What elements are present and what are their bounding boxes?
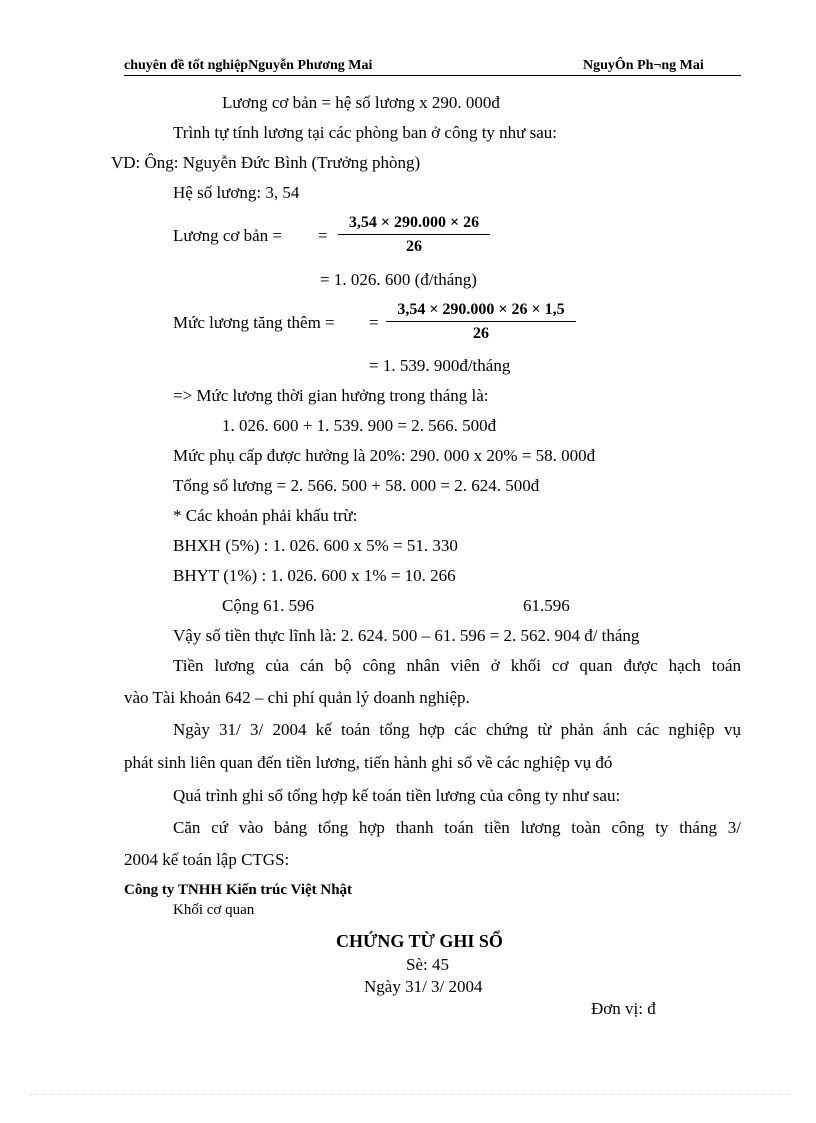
basic-salary-label: Lương cơ bản = — [173, 226, 283, 245]
line-total-salary: Tổng số lương = 2. 566. 500 + 58. 000 = 2. 624. 500đ — [173, 476, 540, 495]
fraction-extra-salary — [386, 301, 576, 343]
fraction-extra-salary-denominator: 26 — [473, 325, 489, 342]
line-allowance: Mức phụ cấp được hưởng là 20%: 290. 000 x 20% = 58. 000đ — [173, 446, 596, 465]
line-time-salary-sum: 1. 026. 600 + 1. 539. 900 = 2. 566. 500đ — [222, 416, 497, 435]
fraction-extra-salary-numerator: 3,54 × 290.000 × 26 × 1,5 — [386, 301, 576, 322]
paragraph-process: Quá trình ghi sổ tổng hợp kế toán tiền lương của công ty như sau: — [173, 786, 621, 805]
paragraph-basis-line2: 2004 kế toán lập CTGS: — [124, 850, 290, 869]
line-coefficient: Hệ số lương: 3, 54 — [173, 183, 300, 202]
header-right: NguyÔn Ph¬ng Mai — [583, 58, 704, 73]
extra-salary-label: Mức lương tăng thêm = — [173, 313, 335, 332]
extra-salary-equals: = — [369, 313, 379, 332]
voucher-unit: Đơn vị: đ — [591, 999, 656, 1018]
voucher-number: Sè: 45 — [406, 955, 449, 974]
company-name: Công ty TNHH Kiến trúc Việt Nhật — [124, 882, 353, 898]
line-extra-salary-result: = 1. 539. 900đ/tháng — [369, 356, 511, 375]
page-bottom-dotted-line — [30, 1094, 790, 1095]
company-department: Khối cơ quan — [173, 902, 255, 918]
fraction-basic-salary — [338, 214, 490, 256]
line-procedure: Trình tự tính lương tại các phòng ban ở công ty như sau: — [173, 123, 558, 142]
line-basic-salary-result: = 1. 026. 600 (đ/tháng) — [320, 270, 477, 289]
paragraph-summary-line2: phát sinh liên quan đến tiền lương, tiến hành ghi sổ về các nghiệp vụ đó — [124, 753, 613, 772]
basic-salary-equals: = — [318, 226, 328, 245]
line-deduction-total-label: Cộng 61. 596 — [222, 596, 315, 615]
line-deduction-total-value: 61.596 — [523, 596, 570, 615]
line-deductions-heading: * Các khoản phải khấu trừ: — [173, 506, 358, 525]
paragraph-summary-line1: Ngày 31/ 3/ 2004 kế toán tổng hợp các chứng từ phản ánh các nghiệp vụ — [173, 720, 741, 739]
line-time-salary: => Mức lương thời gian hưởng trong tháng là: — [173, 386, 489, 405]
line-example: VD: Ông: Nguyễn Đức Bình (Trưởng phòng) — [111, 153, 421, 172]
line-basic-salary-formula: Lương cơ bản = hệ số lương x 290. 000đ — [222, 93, 500, 112]
paragraph-accounting-line1: Tiền lương của cán bộ công nhân viên ở khối cơ quan được hạch toán — [173, 656, 741, 675]
voucher-title: CHỨNG TỪ GHI SỔ — [336, 931, 503, 951]
paragraph-basis-line1: Căn cứ vào bảng tổng hợp thanh toán tiền lương toàn công ty tháng 3/ — [173, 818, 741, 837]
fraction-basic-salary-denominator: 26 — [406, 238, 422, 255]
line-net-pay: Vậy số tiền thực lĩnh là: 2. 624. 500 – 61. 596 = 2. 562. 904 đ/ tháng — [173, 626, 640, 645]
fraction-basic-salary-numerator: 3,54 × 290.000 × 26 — [338, 214, 490, 235]
header-rule — [124, 75, 741, 76]
line-bhyt: BHYT (1%) : 1. 026. 600 x 1% = 10. 266 — [173, 566, 456, 585]
voucher-date: Ngày 31/ 3/ 2004 — [364, 977, 483, 996]
header-left: chuyên đề tốt nghiệpNguyễn Phương Mai — [124, 58, 373, 73]
paragraph-accounting-line2: vào Tài khoản 642 – chi phí quản lý doanh nghiệp. — [124, 688, 470, 707]
line-bhxh: BHXH (5%) : 1. 026. 600 x 5% = 51. 330 — [173, 536, 458, 555]
